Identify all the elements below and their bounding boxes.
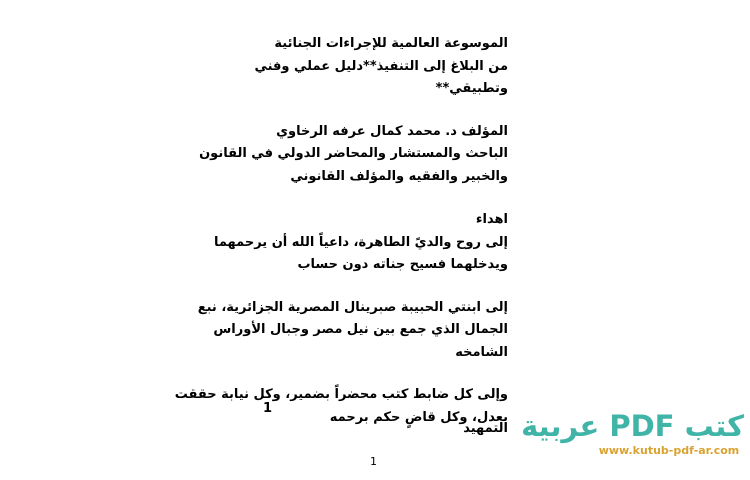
section-heading: التمهيد [463, 421, 508, 436]
daughter-line-2: الجمال الذي جمع بين نيل مصر وجبال الأوراس [213, 322, 508, 337]
title-line-1: الموسوعة العالمية للإجراءات الجنائية [274, 36, 508, 51]
title-line-2: من البلاغ إلى التنفيذ**دليل عملي وفني [254, 58, 508, 74]
watermark-url: www.kutub-pdf-ar.com [598, 444, 740, 457]
watermark-title: كتب PDF عربية [521, 409, 744, 443]
dedication-heading: اهداء [475, 212, 508, 227]
watermark-logo [521, 408, 744, 458]
paragraph-spacer [208, 188, 508, 209]
section-number: 1 [263, 401, 273, 416]
daughter-line-3: الشامخه [455, 344, 508, 360]
author-line-3: والخبير والفقيه والمؤلف القانوني [290, 168, 508, 184]
author-line-2: الباحث والمستشار والمحاضر الدولي في القانون [199, 146, 508, 161]
title-line-3: وتطبيقي** [435, 81, 508, 96]
page-number: 1 [370, 455, 377, 468]
author-line-1: المؤلف د. محمد كمال عرفه الرخاوي [276, 123, 508, 139]
paragraph-spacer [208, 277, 508, 297]
officers-line-2: بعدل، وكل قاض‌ٍ حكم برحمه [329, 409, 508, 425]
officers-line-1: وإلى كل ضابط كتب محضرا‌ً بضمير، وكل نيابة حققت [174, 387, 508, 402]
paragraph-spacer [208, 101, 508, 121]
paragraph-spacer [208, 364, 508, 384]
dedication-line-2: ويدخلهما فسيح جناته دون حساب [297, 257, 508, 272]
daughter-line-1: إلى ابنتي الحبيبة صبرينال المصرية الجزائرية، نبع [197, 299, 508, 315]
document-body [174, 33, 508, 429]
dedication-line-1: إلى روح والدي‌ً الطاهرة، داعيا‌ً الله أن يرحمهما [213, 234, 508, 250]
